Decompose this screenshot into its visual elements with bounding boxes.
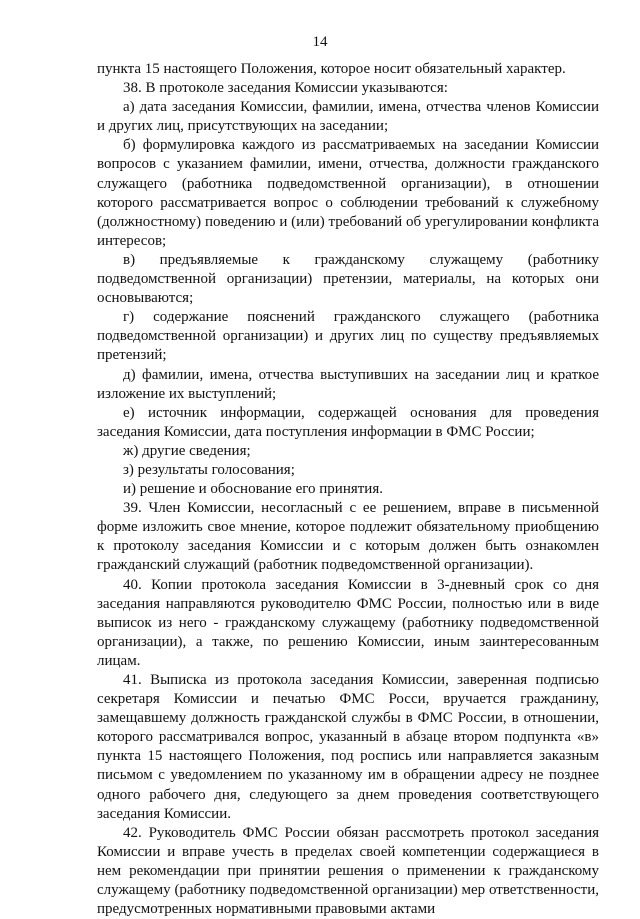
paragraph: б) формулировка каждого из рассматриваемых на заседании Комиссии вопросов с указанием фамилии, имени, отчества, должности гражданского служащего (работника подведомственной организации), в отношении которого рассматривается вопрос о соблюдении требований к служебному (должностному) поведению и (или) требований об урегулировании конфликта интересов;: [97, 137, 599, 249]
paragraph: 40. Копии протокола заседания Комиссии в 3-дневный срок со дня заседания направляются руководителю ФМС России, полностью или в виде выписок из него - гражданскому служащему (работнику подведомственной организации), а также, по решению Комиссии, иным заинтересованным лицам.: [97, 576, 599, 669]
paragraph: г) содержание пояснений гражданского служащего (работника подведомственной организации) и других лиц по существу предъявляемых претензий;: [97, 309, 599, 364]
paragraph: в) предъявляемые к гражданскому служащему (работнику подведомственной организации) претензии, материалы, на которых они основываются;: [97, 251, 599, 307]
paragraph: пункта 15 настоящего Положения, которое носит обязательный характер.: [97, 61, 566, 77]
paragraph: а) дата заседания Комиссии, фамилии, имена, отчества членов Комиссии и других лиц, присутствующих на заседании;: [97, 99, 599, 135]
paragraph: з) результаты голосования;: [123, 461, 295, 478]
paragraph: д) фамилии, имена, отчества выступивших на заседании лиц и краткое изложение их выступлений;: [97, 366, 599, 402]
document-body: [97, 60, 599, 919]
paragraph: ж) другие сведения;: [123, 442, 251, 459]
paragraph: 38. В протоколе заседания Комиссии указываются:: [123, 80, 448, 97]
paragraph: 39. Член Комиссии, несогласный с ее решением, вправе в письменной форме изложить свое мнение, которое подлежит обязательному приобщению к протоколу заседания Комиссии и с которым должен быть ознакомлен гражданский служащий (работник подведомственной организации).: [97, 500, 599, 574]
paragraph: 41. Выписка из протокола заседания Комиссии, заверенная подписью секретаря Комиссии и печатью ФМС Росси, вручается гражданину, замещавшему должность гражданской службы в ФМС России, в отношении, которого рассматривался вопрос, указанный в абзаце втором подпункта «в» пункта 15 настоящего Положения, под роспись или направляется заказным письмом с уведомлением по указанному им в обращении адресу не позднее одного рабочего дня, следующего за днем проведения соответствующего заседания Комиссии.: [97, 672, 599, 822]
paragraph: е) источник информации, содержащей основания для проведения заседания Комиссии, дата поступления информации в ФМС России;: [97, 404, 599, 440]
paragraph: и) решение и обоснование его принятия.: [123, 481, 383, 498]
page-number: 14: [312, 34, 328, 50]
paragraph: 42. Руководитель ФМС России обязан рассмотреть протокол заседания Комиссии и вправе учесть в пределах своей компетенции содержащиеся в нем рекомендации при принятии решения о применении к гражданскому служащему (работнику подведомственной организации) мер ответственности, предусмотренных нормативными правовыми актами: [97, 824, 599, 918]
